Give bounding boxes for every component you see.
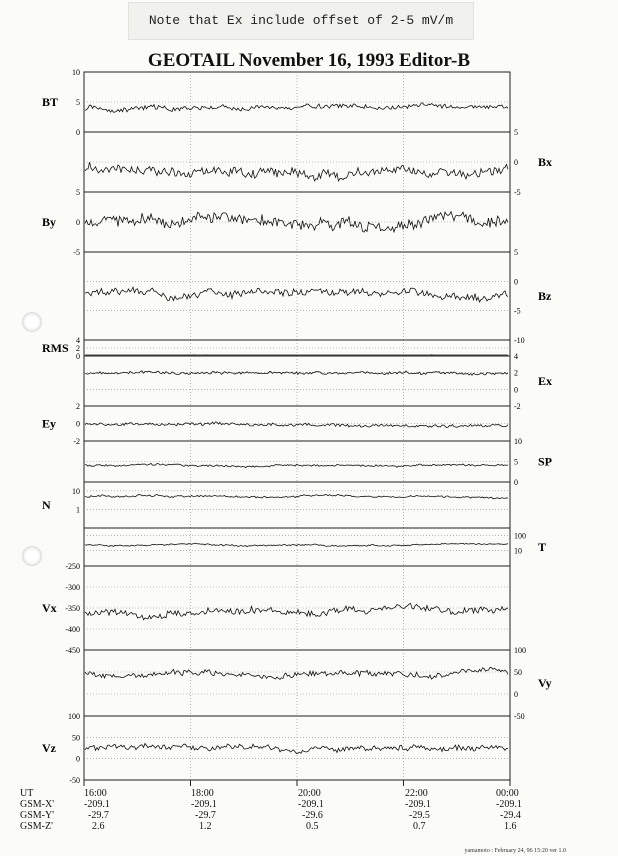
gsmy-value: -29.7 [88,810,109,821]
gsmx-row [0,799,618,810]
panel-label: RMS [42,341,69,355]
panel-label: N [42,498,51,512]
series-vz [85,744,508,754]
tick-label: 10 [514,437,522,446]
gsmx-value: -209.1 [298,799,324,810]
tick-label: 0 [514,277,518,287]
ut-tick: 00:00 [496,788,519,799]
tick-label: -5 [73,248,80,257]
panel-label: Ey [42,416,57,431]
ut-tick: 22:00 [405,788,428,799]
tick-label: 100 [68,712,80,721]
gsmz-value: 1.2 [199,821,212,832]
panel-label: Bx [538,155,553,169]
ut-label: UT [20,788,34,799]
tick-label: 100 [514,646,526,655]
tick-label: -400 [65,625,80,634]
series-t [85,543,508,546]
panel-t [84,528,546,566]
credit-line: yamamoto : February 24, 96 15:20 ver 1.0 [464,848,566,854]
panel-rms [42,336,510,361]
tick-label: 5 [514,128,518,137]
tick-label: 2 [76,402,80,411]
tick-label: -2 [73,437,80,446]
tick-label: 50 [514,668,522,677]
series-ey [85,422,508,428]
tick-label: 10 [72,68,80,77]
tick-label: -50 [514,712,525,721]
gsmy-label: GSM-Y' [20,810,55,821]
tick-label: 10 [514,546,522,556]
ut-row [0,788,618,799]
panel-n [42,482,510,528]
tick-label: 0 [514,690,518,699]
tick-label: 50 [72,733,80,743]
gsmy-value: -29.7 [195,810,216,821]
panel-label: Vy [538,676,552,690]
gsmz-value: 0.5 [306,821,319,832]
gsmy-value: -29.4 [500,810,521,821]
ut-tick: 16:00 [84,788,107,799]
panel-label: Ex [538,374,553,388]
gsmy-value: -29.6 [302,810,323,821]
tick-label: 10 [72,486,80,496]
gsmx-label: GSM-X' [20,799,55,810]
gsmx-value: -209.1 [405,799,431,810]
tick-label: -5 [514,306,521,316]
panel-ex [84,352,552,411]
tick-label: 0 [76,218,80,227]
gsmx-value: -209.1 [496,799,522,810]
tick-label: -2 [514,402,521,411]
tick-label: -10 [514,336,525,345]
panel-bx [84,128,552,197]
panel-sp [84,437,552,487]
panel-by [42,188,510,257]
panel-label: Vx [42,601,57,615]
panel-label: Bz [538,289,552,303]
tick-label: 0 [514,158,518,167]
series-sp [85,463,508,467]
gsmx-value: -209.1 [191,799,217,810]
tick-label: 5 [514,248,518,257]
tick-label: 5 [514,457,518,467]
panel-label: SP [538,454,553,469]
plot-title: GEOTAIL November 16, 1993 Editor-B [147,50,471,71]
gsmx-value: -209.1 [84,799,110,810]
panel-ey [42,402,510,446]
ut-tick: 20:00 [298,788,321,799]
tick-label: 4 [514,352,518,361]
panel-label: Vz [42,741,56,755]
tick-label: 5 [76,98,80,107]
tick-label: 0 [76,754,80,764]
tick-label: 5 [76,188,80,197]
gsmz-value: 1.6 [504,821,517,832]
tick-label: -450 [65,646,80,655]
panel-vy [84,646,552,721]
tick-label: -5 [514,188,521,197]
tick-label: 0 [514,385,518,395]
series-vx [85,603,508,619]
gsmy-row [0,810,618,821]
tick-label: 0 [76,352,80,361]
tick-label: 0 [76,128,80,137]
tick-label: 0 [76,419,80,429]
tick-label: 0 [514,478,518,487]
gsmz-label: GSM-Z' [20,821,53,832]
tick-label: -250 [65,562,80,571]
series-ex [85,371,508,376]
panel-bt [42,68,510,137]
gsmy-value: -29.5 [409,810,430,821]
gsmz-row [0,821,618,832]
gsmz-value: 0.7 [413,821,426,832]
tick-label: 4 [76,336,80,345]
tick-label: 2 [514,368,518,378]
tick-label: 1 [76,505,80,515]
series-bx [85,162,508,181]
ut-tick: 18:00 [191,788,214,799]
panel-label: By [42,215,57,229]
tick-label: 2 [76,344,80,353]
tick-label: -350 [65,604,80,613]
tick-label: 100 [514,531,526,541]
tick-label: -50 [69,776,80,785]
gsmz-value: 2.6 [92,821,105,832]
panel-vz [42,712,510,785]
offset-note: Note that Ex include offset of 2-5 mV/m [128,2,474,40]
series-n [85,494,508,498]
tick-label: -300 [65,583,80,592]
series-bt [85,103,508,113]
series-bz [85,287,508,302]
series-vy [85,667,508,679]
panel-label: T [538,540,547,554]
panel-label: BT [42,95,59,109]
panel-vx [42,562,510,655]
panel-bz [84,248,552,345]
